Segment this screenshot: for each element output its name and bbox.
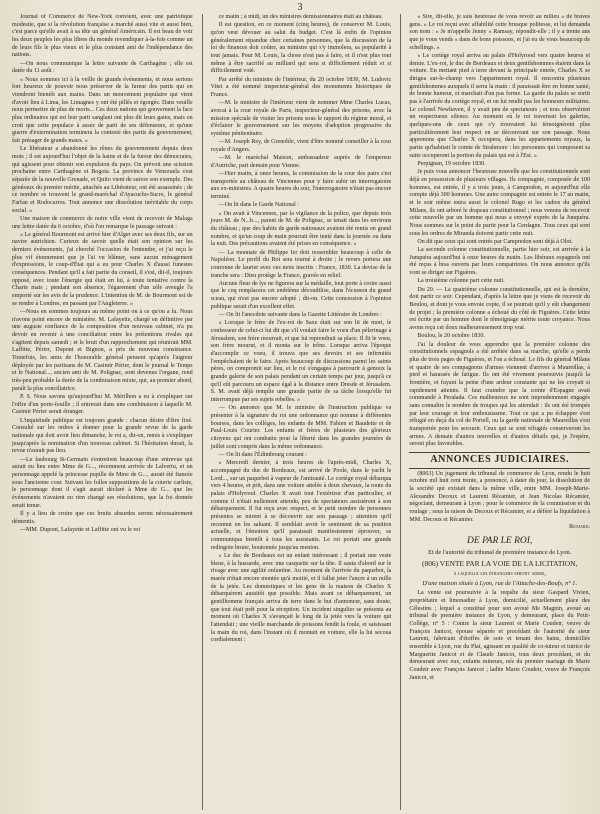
article-paragraph: Du 20. — La quatrième colonne constitutionnelle, qui est la dernière, doit partir ce soir. Cependant, d'après la lettre que je viens de recevoir du Boulou, et dont je vous envoie copie, il se pourrait qu'il y eût changement de projet ; la première colonne a échoué du côté de Figuères. Cette lettre est écrite par un homme dont le témoignage mérite toute croyance. Nous avons reçu cet doux malheureusement trop vrai. xyxy=(409,286,591,332)
article-paragraph: La seconde colonne constitutionnelle, partie hier soir, est arrivée à la Junquéra aujourd'hui à onze heures du matin. Les libéraux espagnols ont été reçus à bras ouverts par leurs compatriotes. On nous annonce qu'ils vont se diriger sur Figuères. xyxy=(409,247,591,277)
article-paragraph: —M. le ministre de l'intérieur vient de nommer Mme Charles Lucas, avocat à la cour royale de Paris, inspecteur-général des prisons, avec la mission spéciale de visiter les prisons sous le rapport du régime moral, et d'éclairer le gouvernement sur les moyens d'adoption progressive du système pénitentiaire. xyxy=(210,100,392,137)
article-paragraph: Il est question, en ce moment (cinq heures), de conserver M. Louis, qu'on veut dévouer au salut du budget. C'est là enfin de l'opinion généralement répandue chez certaines personnes, que la discussion de la loi de finances doit coûter, au ministre qui s'y immolera, sa popularité à tout jamais. Pour M. Louis, la chose n'est pas à faire, et il n'est plus tout même à être sacrifié au milliard qui sera si difficilement réduit et si difficilement voté. xyxy=(210,22,392,75)
article-paragraph: Une maison de commerce de notre ville vient de recevoir de Malaga une lettre datée du 6 octobre, d'où l'on remarque le passage suivant : xyxy=(12,215,193,230)
article-paragraph: Boulou, le 20 octobre 1830. xyxy=(417,333,485,340)
vente-subtitle: Et de l'autorité du tribunal de première instance de Lyon. xyxy=(428,549,572,557)
vente-subheading: à laquelle les étrangers seront admis, xyxy=(453,570,546,578)
article-paragraph: — On lit dans l'Édimbourg courant : xyxy=(218,451,307,458)
article-paragraph: Par arrêté du ministre de l'intérieur, du 20 octobre 1830, M. Ludovic Vitet a été nommé inspecteur-général des monuments historiques de France. xyxy=(210,76,392,98)
article-paragraph: « Nous sommes ici à la veille de grands événements, et nous serions fort heureux de pouvoir nous préserver de la fureur des partis qui en viendront bientôt aux mains. Dans un mouvement populaire qui vient d'avoir lieu à Lima, les Limagnes y ont été pillés et égorgés. Dans veuille nous permettre de plus de morts... Ces deux nations qui gouvernent la face plus ordinaires qui est leur parti sanglant ont plus dit leurs gains, mais on croit que cette populace à assez de parti de ses défenseurs, et qu'une guerre d'extermination terminera la contesté des partis du gouvernement, fait présager de grands maux. » xyxy=(12,76,193,144)
vente-text: La vente est poursuivie à la requête du sieur Gaspard Vivien, propriétaire et limonadier à Lyon, domicilié, actuellement place des Célestins ; lequel a constitué pour son avoué Me Magnin, avoué au tribunal de première instance de Lyon, y demeurant, place du Petit-Collège, n° 5 : Contre la sieur Laurent et Marie Coudeir, veuve de François Janicot, épouse séparée et procédant de l'autorité du sieur Laurent, fabricant d'étoffes de soie et tenant des bains, domiciliés ensemble à Lyon, rue du Plat, agissant en qualité de co-tuteur et tutrice de Marguerite Janicot et de Claude Janicot, tous deux procédant, et du demeurant avec eux, enfants mineurs, nés du premier mariage de Marie Coudeir avec François Janicot ; ladite Marie Coudeir, veuve de François Janicot, et xyxy=(409,590,591,681)
article-paragraph: Le libérateur a abandonné les rênes du gouvernement depuis deux mois ; il est aujourd'hui l'objet de la haine et de la fureur des démocrates, qui agissent pour obtenir son expulsion du pays. On prévoit une scission prochaine entre Carthagène et Bogota. La province de Venezuela s'est séparée de la nouvelle Grenade, et Quito vient de suivre son exemple. Des généraux du premier mérite, attachés au Libérateur, ont été assassinés ; de ce nombre se trouvent le grand-maréchal d'Ayacucho-Sucre, le général Farfan et Rodocarros. Tout annonce une dissolution inévitable du corps social. » xyxy=(12,146,193,214)
article-paragraph: Je puis vous annoncer l'heureuse nouvelle que les constitutionnels sont déjà en possession de plusieurs villages. Ils compagnie, composée de 100 hommes, est entrée, il y a trois jours, à Campredon, et aujourd'hui elle compte déjà 300 hommes. Une autre compagnie est entrée le 17 au matin, et le soir même entra aussi le colonel Rugo et les cadres du général Milans, ils ont arboré le drapeau constitutionnel ; nous venons de recevoir cette nouvelle par un homme qui nous a envoyé exprès de la Junquéra. Nous sommes sur le point de partir pour la Cerdagne. Tous ceux qui sont sous les ordres de Miranda doivent partir cette nuit. xyxy=(409,169,591,237)
announcement-signature: Richard. xyxy=(569,524,591,531)
article-paragraph: « Mercredi dernier, à trois heures de l'après-midi, Charles X, accompagné du duc de Bordeaux, est arrivé de Poole, dans le yacht le Lord..., sur un paquebot à vapeur de l'amirauté. Le cortège royal débarqua vers 4 heures, et prit, dans une voiture attelée à deux chevaux, la route du palais d'Holyrood. Charles X avait tout l'extérieur d'un particulier, et comme il n'était nullement attendu, peu de spectateurs assistèrent à son débarquement. Il fut reçu avec respect, et le petit nombre de personnes présentes se mirent à se découvrir sur son passage ; attention qu'il reconnut en les saluant. Il semblait avoir le sentiment de sa position actuelle, et l'émotion qu'il paraissait manifestement éprouver, se communiqua bientôt à tous les assistants. Le roi portait une grande redingote brune, boutonnée jusqu'au menton. xyxy=(210,460,392,551)
article-paragraph: L'inquiétude publique est toujours grande : chacun désire d'être fixé. Consulté sur les ordres à donner pour la grande revue de la garde nationale qui doit avoir lieu dimanche, le roi a, dit-on, remis à s'expliquer jusqu'après la nomination d'un nouveau cabinet. Si l'hésitation durait, la revue n'aurait pas lieu. xyxy=(12,417,193,455)
column-2 xyxy=(202,14,392,810)
article-paragraph: — On annonce que M. le ministre de l'instruction publique va présenter à la signature du roi une ordonnance qui nomme à différentes bourses, dans les collèges, les enfants de MM. Fabien et Baudette et de Paul-Louis Courier. Les enfants et frères de plusieurs des glorieux citoyens qui ont combattu pour la liberté dans les grandes journées de juillet sont compris dans la même ordonnance. xyxy=(210,405,392,450)
article-paragraph: « Le général Bourmont est arrivé hier d'Alger avec ses deux fils, sur un navire autrichien. Curieux de savoir quelle était son opinion sur les derniers événements, j'ai cherché l'occasion de l'entendre, et j'ai reçu le plus vif étonnement que je l'ai vu blâmer, sans aucun ménagement d'expressions, le coup-d'État qui a eu pour Charles X d'aussi funestes conséquences. Pendant qu'il a fait partie du conseil, il s'est, dit-il, toujours opposé, avec toute l'énergie qui était en lui, à toute tentative contre la Charte mais ; pendant son absence, l'égarement d'un zèle aveugle l'a emporté sur les avis de la prudence. L'intention de M. de Bourmont est de se rendre à Londres, en passant par l'Angleterre. » xyxy=(12,231,193,307)
vente-heading: (806) VENTE PAR LA VOIE DE LA LICITATION, xyxy=(422,559,578,569)
article-paragraph: —Le faubourg St-Germain s'entretient beaucoup d'une entrevue qui aurait eu lieu entre Mme de G..., récemment arrivée de Lalvertu, et un personnage appelé la princesse pupille de Mme de G..., aurait été fiancée sous l'ancienne cour. Suivant les folles suppositions de la coterie carliste, le personnage dont il s'agit aurait déclaré à Mme de G... que les événements n'avaient eu rien changé ses résolutions, que la foi donnée serait tenue. xyxy=(12,456,193,509)
article-paragraph: La troisième colonne part cette nuit. xyxy=(417,278,505,285)
article-paragraph: — La monnaie de Philippe Ier doit ressembler beaucoup à celle de Napoléon. Le profil du Roi sera tourné à droite ; le revers portera une couronne de laurier avec ces mots inscrits : France, 1830. La devise de la tranche sera : Dieu protège la France, gravée en relief. xyxy=(210,249,392,279)
page-number: 3 xyxy=(297,2,303,13)
column-1 xyxy=(12,14,193,810)
article-paragraph: ce matin ; à midi, un des ministres démissionnaires était au château. xyxy=(218,14,383,20)
article-paragraph: —On nous communique la lettre suivante de Carthagène ; elle est datée du 11 août : xyxy=(12,60,193,75)
announcements-title: ANNONCES JUDICIAIRES. xyxy=(409,452,590,469)
article-paragraph: « Le cortège royal arriva au palais d'Holyrood vers quatre heures et demie. L'ex-roi, le duc de Bordeaux et deux gentilshommes étaient dans la voiture. En mettant pied à terre devant la principale entrée, Charles X se dirigea sur-le-champ vers l'appartement royal. Il rencontra plusieurs gentilshommes auxquels il serra la main : il paraissait être en bonne santé, de bonne humeur, et marchait d'un pas ferme. La garde du palais se sortit pas à l'arrivée du cortège royal, et on lui rendit pas les honneurs militaires. Le colonel Newhaven, il y avait peu de spectateurs ; et tous observèrent un respectueux silence. Au moment où le roi traversait les galeries, quelques-uns de ceux qui s'y trouvaient lui témoignèrent plus particulièrement leur respect en se découvrant sur son passage. Nous apprenons que Charles X occupera, dans les appartements royaux, la partie qu'habitait le comte de Strahmore : les personnes qui composent sa suite occuperont la portion du palais qui est à l'Est. » xyxy=(409,52,591,159)
article-paragraph: —On lit dans le Garde National : xyxy=(218,202,299,209)
article-paragraph: —Nous en sommes toujours au même point on à ce qu'on a lu. Nous n'avons point encore de ministère. M. Lafayette, chargé en définitive par une auguste confiance de la composition d'un nouveau cabinet, n'a pu devoir en revenir à une conciliation entre les prétentions rivales qui s'agitent depuis samedi ; et le bruit d'un rapprochement qui réunirait MM. Laffitte, Périer, Dupont et Bignon, a pris de nouveau consistance. Toutefois, les amis de l'honorable général pensent qu'après l'aigreur déployée par les partisans de M. Casimir Périer, dont le journal le Temps et le National..., ancien ami de M. Polignac, sont devenus l'organe, rend très-peu probable la durée de la combinaison mixte, qui, au premier abord, paraît la plus conciliatrice. xyxy=(12,309,193,392)
article-paragraph: On dit que ceux qui sont entrés par Campredon sont déjà à Olot. xyxy=(417,238,573,245)
article-paragraph: —M. le maréchal Maison, ambassadeur auprès de l'empereur d'Autriche, part demain pour Vienne. xyxy=(210,155,392,169)
article-paragraph: — On lit l'anecdote suivante dans la Gazette Littéraire de Londres : xyxy=(218,312,382,319)
article-paragraph: « On avait à Vincennes, par la vigilance de la police, que depuis trois jours M. de N...b..., parent de M. de Polignac, se tenait dans les environs du château ; que des habits de garde nationaux avaient été remis en grand nombre, et qu'un coup de main pourrait être tenté dans la journée ou dans la nuit. Des précautions avaient été prises en conséquence. » xyxy=(210,210,392,248)
vente-title: DE PAR LE ROI, xyxy=(467,536,533,547)
article-paragraph: Journal of Commerce de New-York convient, avec une patriotique modestie, que si la révolution française a marché aussi vite et aussi bien, c'est parce qu'elle avait à sa tête un général Américain. Il est beau de voir les deux peuples les plus libres du monde revendiquer à-la-fois comme un de leurs fils le plus vieux et le plus constant ami de l'indépendance des nations. xyxy=(12,14,193,59)
article-paragraph: « Le duc de Bordeaux est un enfant intéressant ; il portait une veste bleue, à la hussarde, avec une casquette sur la tête. Il sauta d'abord sur le rivage avec une agilité enfantine. Au moment de l'arrivée du paquebot, la marée n'était encore montée qu'à moitié, et il fallut jeter l'ancre à un mille de la jetée. Les domestiques et les gens de la maison de Charles X débarquèrent aussitôt que possible. Mais avant ce débarquement, un gentilhomme français arriva de terre dans le but d'annoncer, sans doute, que tout était prêt pour la réception. Un incident singulier se présenta au moment où Charles X s'avançait le long de la jetée vers la voiture qui l'attendait ; une vieille marchande de poissons fendit la foule, et saisissant la main du roi, dans l'instant où il montait en voiture, elle la lui secoua cordialement : xyxy=(210,552,392,644)
article-paragraph: « Lorsque le frère de l'ex-roi de Saxe était sur son lit de mort, le confesseur de celui-ci lui dit que s'il voulait faire le voeu d'un pèlerinage à Jérusalem, son frère mourrait, et que lui reprendrait sa place. Il fit le voeu, son frère mourut, et il monta sur le trône. Lorsque arriva l'époque d'accomplir ce voeu, il trouva que ses devoirs et ses infirmités l'empêchaient de le faire. Après beaucoup de discussions parmi les saints pères, on compromit sur lieu, et le roi s'engagea à parcourir à genoux la grande galerie de son palais pendant un certain temps par jour, jusqu'à ce qu'il eût parcouru un espace égal à la distance entre Dresde et Jérusalem. S. M. avait déjà remplie une grande partie de sa tâche lorsqu'elle fut interrompue par ses sujets rebelles. » xyxy=(210,320,392,404)
column-3 xyxy=(400,14,590,810)
article-paragraph: P. S. Nous savons qu'aujourd'hui M. Mérilhon a eu à s'expliquer sur l'offre d'un porte-feuille ; il entrerait dans une combinaison à laquelle M. Casimir Périer serait étranger. xyxy=(12,394,193,416)
article-paragraph: (8063) Un jugement du tribunal de commerce de Lyon, rendu le huit octobre mil huit cent trente, a prononcé, à dater du jour, la dissolution de la société qui existait dans la même ville, entre MM. Joseph-Marie-Alexandre Decoux et Laurent Récamier, et Jean Nicolas Récamier, négociant, demeurant à Lyon ; pour le commerce de la commission et du roulage ; sous la raison de Decoux et Récamier, et a déféré la liquidation à MM. Decoux et Récamier. xyxy=(409,470,591,523)
article-paragraph: « Sire, dit-elle, je suis heureuse de vous revoir au milieu « de braves gens. » Le roi reçut avec affabilité cette brusque politesse, et lui demanda son nom : « Je m'appelle Jenny « Ramsay, répondit-elle ; il y a trente ans que je vous vends « dans de bons poissons, et j'ai eu de vous beaucoup de schellings. » xyxy=(409,14,591,51)
article-paragraph: Perpignan, 19 octobre 1830. xyxy=(417,160,486,167)
article-paragraph: —MM. Dupont, Lafayette et Laffitte ont vu le roi xyxy=(20,526,141,533)
article-paragraph: Il y a lieu de croire que ces bruits absurdes seront nécessairement démentis. xyxy=(12,510,193,525)
article-paragraph: —Hier matin, à onze heures, la commission de la cour des pairs s'est transportée au château de Vincennes pour y faire subir un interrogatoire aux ex-ministres. A quatre heures du soir, l'interrogatoire n'était pas encore terminé. xyxy=(210,171,392,201)
article-paragraph: Aucune fleur de lys ne figurera sur la médaille, tout porte à croire aussi que le coq remplacera cet emblème découdilise, dans l'écusson du grand sceau, qui n'est pas encore adopté ; dit-on. Cette concession à l'opinion publique serait d'un excellent effet. xyxy=(210,280,392,310)
columns xyxy=(12,14,590,810)
article-paragraph: J'ai la douleur de vous apprendre que la première colonne des constitutionnels espagnols a été arrêtée dans sa marche, qu'elle a perdu plus de trois pages de Figuères, et l'on a échoué. Le fils du général Milans et quatre de ses compagnons d'armes viennent d'arriver à Maureillas, à pied et harassés de fatigue. Ils ont été vivement poursuivis jusqu'à la frontière, et fuyant la peine d'une ardeur constante qui ne les croyait si rapidement atteints. Il faut craindre que la comte d'Espagne avait commandé à Peralada. Ces malheureux ne sont imprudemment engagés sans connaître le nombre de troupes qui les attendait : ils ont été trompés par leur courage et leur enthousiasme. Tout ce qui a pu échapper s'est réfugié en deçà du col de Portell, ou la garde nationale de Maureillas s'est transportée pour les secourir. Ceux qui se sont réfugiés conserveront les armes. A demain d'autres nouvelles et d'autres détails qui, je l'espère, seront plus favorables. xyxy=(409,341,591,448)
vente-property: D'une maison située à Lyon, rue de l'Attache-des-Boufs, n° 1. xyxy=(422,580,578,588)
article-paragraph: —M. Joseph Rey, de Grenoble, vient d'être nommé conseiller à la cour royale d'Angers. xyxy=(210,139,392,153)
